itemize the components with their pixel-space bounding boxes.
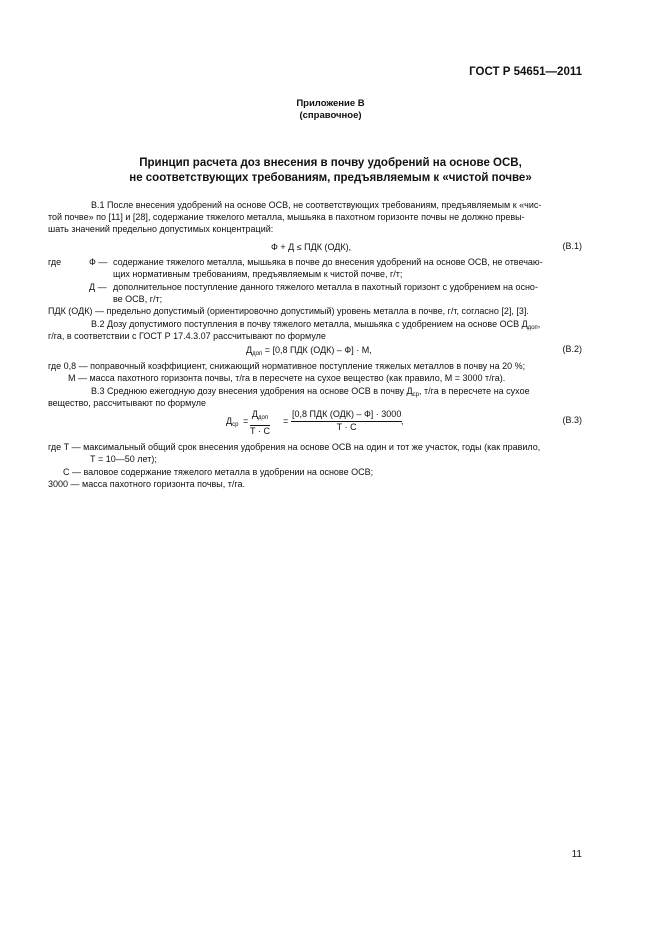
d-symbol: Д — [89,282,107,292]
where-b3-line3: С — валовое содержание тяжелого металла в удобрении на основе ОСВ; [63,467,374,477]
pdk-definition: ПДК (ОДК) — предельно допустимый (ориентировочно допустимый) уровень металла в почве, г/т, согласно [2], [3]. [48,306,529,316]
phi-definition-line2: щих нормативным требованиям, предъявляемым к чистой почве, г/т; [113,269,403,279]
where-label: где [48,257,62,267]
formula-b3-comma: , [401,416,404,426]
paragraph-b2-line1: В.2 Дозу допустимого поступления в почву тяжелого металла, мышьяка с удобрением на основе ОСВ $Д_{доп}$, [91,319,541,331]
page-number: 11 [571,849,582,860]
paragraph-b1-line3: шать значений предельно допустимых концентраций: [48,224,274,234]
formula-number-b3: (В.3) [562,415,582,425]
phi-symbol: Ф — [89,257,108,267]
formula-number-b1: (В.1) [562,241,582,251]
appendix-note: (справочное) [299,110,362,121]
formula-b3-fraction-2 [291,409,402,433]
formula-number-b2: (В.2) [562,344,582,354]
fraction-2-numerator: [0,8 ПДК (ОДК) – Ф] · 3000 [291,409,402,422]
d-definition-line1: дополнительное поступление данного тяжелого металла в пахотный горизонт с удобрением на осно- [113,282,538,292]
where-b3-line4: 3000 — масса пахотного горизонта почвы, т/га. [48,479,245,489]
d-definition-line2: ве ОСВ, г/т; [113,294,163,304]
section-heading-line2: не соответствующих требованиям, предъявляемым к «чистой почве» [129,172,532,184]
formula-b3-equals-1: = [243,416,249,426]
paragraph-b3-line1: В.3 Среднюю ежегодную дозу внесения удобрения на основе ОСВ в почву $Д_{ср}$, т/га в пересчете на сухое [91,386,530,398]
standard-number: ГОСТ Р 54651—2011 [469,66,582,78]
fraction-1-numerator: $Д_{доп}$ [250,409,270,426]
phi-definition-line1: содержание тяжелого металла, мышьяка в почве до внесения удобрений на основе ОСВ, не отвечаю- [113,257,543,267]
formula-b1: Ф + Д ≤ ПДК (ОДК), [271,242,352,252]
paragraph-b2-line2: г/га, в соответствии с ГОСТ Р 17.4.3.07 рассчитывают по формуле [48,331,326,341]
formula-b3-fraction-1 [250,409,270,437]
paragraph-b3-line2: вещество, рассчитывают по формуле [48,398,207,408]
formula-b3-lhs: $Д_{ср}$ [226,416,239,428]
fraction-1-denominator: Т · С [250,426,270,436]
where-b2-line2: М — масса пахотного горизонта почвы, т/га в пересчете на сухое вещество (как правило, М = 3000 т/га). [68,373,506,383]
where-b2-line1: где 0,8 — поправочный коэффициент, снижающий нормативное поступление тяжелых металлов в почву на 20 %; [48,361,526,371]
formula-b3-equals-2: = [283,416,289,426]
formula-b2: $Д_{доп} = [0,8$ ПДК (ОДК) – Ф] · М, [246,345,372,357]
paragraph-b1-line1: В.1 После внесения удобрений на основе ОСВ, не соответствующих требованиям, предъявляемым к «чис- [91,200,542,210]
paragraph-b1-line2: той почве» по [11] и [28], содержание тяжелого металла, мышьяка в пахотном горизонте почвы не должно превы- [48,212,525,222]
where-b3-line1: где Т — максимальный общий срок внесения удобрения на основе ОСВ на один и тот же участок, годы (как правило, [48,442,541,452]
where-b3-line2: Т = 10—50 лет); [90,454,157,464]
appendix-title: Приложение В [296,98,365,109]
fraction-2-denominator: Т · С [336,422,357,432]
section-heading-line1: Принцип расчета доз внесения в почву удобрений на основе ОСВ, [139,157,522,169]
